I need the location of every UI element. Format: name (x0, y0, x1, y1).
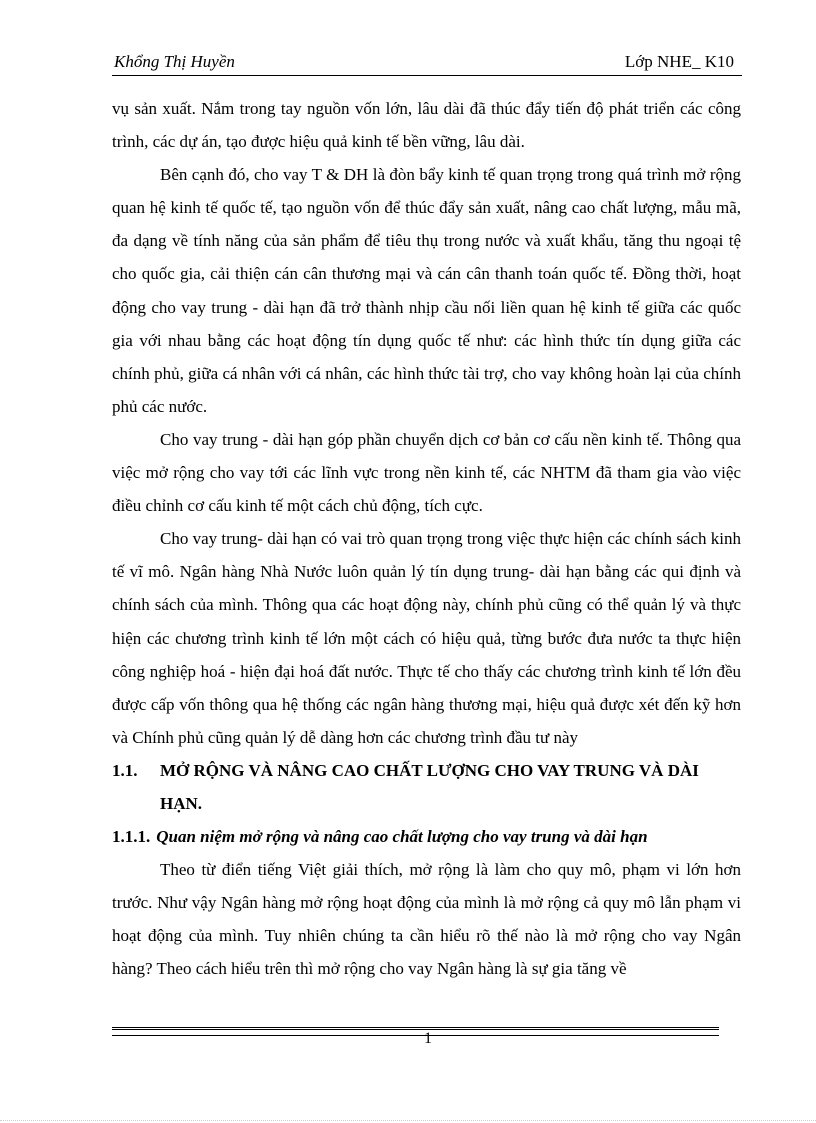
page-header (112, 50, 742, 74)
subsection-number: 1.1.1. (112, 827, 151, 847)
section-heading (112, 754, 741, 820)
paragraph-continuation: vụ sản xuất. Nắm trong tay nguồn vốn lớn, lâu dài đã thúc đẩy tiến độ phát triển các công trình, các dự án, tạo được hiệu quả kinh tế bền vững, lâu dài. (112, 99, 741, 152)
page-edge (0, 1120, 816, 1121)
section-number: 1.1. (112, 760, 138, 780)
paragraph-economic-leverage: Bên cạnh đó, cho vay T & DH là đòn bẩy kinh tế quan trọng trong quá trình mở rộng quan hệ kinh tế quốc tế, tạo nguồn vốn để thúc đẩy sản xuất, nâng cao chất lượng, mẫu mã, đa dạng về tính năng của sản phẩm để tiêu thụ trong nước và xuất khẩu, tăng thu ngoại tệ cho quốc gia, cải thiện cán cân thương mại và cán cân thanh toán quốc tế. Đồng thời, hoạt động cho vay trung - dài hạn đã trở thành nhịp cầu nối liền quan hệ kinh tế giữa các quốc gia với nhau bằng các hoạt động tín dụng quốc tế như: các hình thức tín dụng giữa các chính phủ, giữa cá nhân với cá nhân, các hình thức tài trợ, cho vay không hoàn lại của chính phủ các nước. (112, 165, 741, 416)
paragraph-definition: Theo từ điển tiếng Việt giải thích, mở rộng là làm cho quy mô, phạm vi lớn hơn trước. Như vậy Ngân hàng mở rộng hoạt động của mình là mở rộng cả quy mô lẫn phạm vi hoạt động của mình. Tuy nhiên chúng ta cần hiểu rõ thế nào là mở rộng cho vay Ngân hàng? Theo cách hiểu trên thì mở rộng cho vay Ngân hàng là sự gia tăng về (112, 860, 741, 979)
header-author: Khổng Thị Huyền (114, 52, 235, 71)
page-number: 1 (424, 1030, 432, 1047)
document-body (112, 92, 741, 986)
paragraph-macro-policy: Cho vay trung- dài hạn có vai trò quan trọng trong việc thực hiện các chính sách kinh tế vĩ mô. Ngân hàng Nhà Nước luôn quản lý tín dụng trung- dài hạn bằng các qui định và chính sách của mình. Thông qua các hoạt động này, chính phủ cũng có thể quản lý và thực hiện các chương trình kinh tế lớn một cách có hiệu quả, từng bước đưa nước ta thực hiện công nghiệp hoá - hiện đại hoá đất nước. Thực tế cho thấy các chương trình kinh tế lớn đều được cấp vốn thông qua hệ thống các ngân hàng thương mại, hiệu quả được xét đến kỹ hơn và Chính phủ cũng quản lý dễ dàng hơn các chương trình đầu tư này (112, 529, 741, 747)
subsection-heading (112, 820, 741, 853)
paragraph-structural-shift: Cho vay trung - dài hạn góp phần chuyển dịch cơ bản cơ cấu nền kinh tế. Thông qua việc mở rộng cho vay tới các lĩnh vực trong nền kinh tế, các NHTM đã tham gia vào việc điều chỉnh cơ cấu kinh tế một cách chủ động, tích cực. (112, 429, 741, 516)
subsection-title: Quan niệm mở rộng và nâng cao chất lượng cho vay trung và dài hạn (156, 827, 648, 847)
header-divider (112, 75, 742, 76)
header-class-label: Lớp NHE_ K10 (624, 52, 734, 71)
section-title: MỞ RỘNG VÀ NÂNG CAO CHẤT LƯỢNG CHO VAY TRUNG VÀ DÀI HẠN. (160, 760, 699, 813)
